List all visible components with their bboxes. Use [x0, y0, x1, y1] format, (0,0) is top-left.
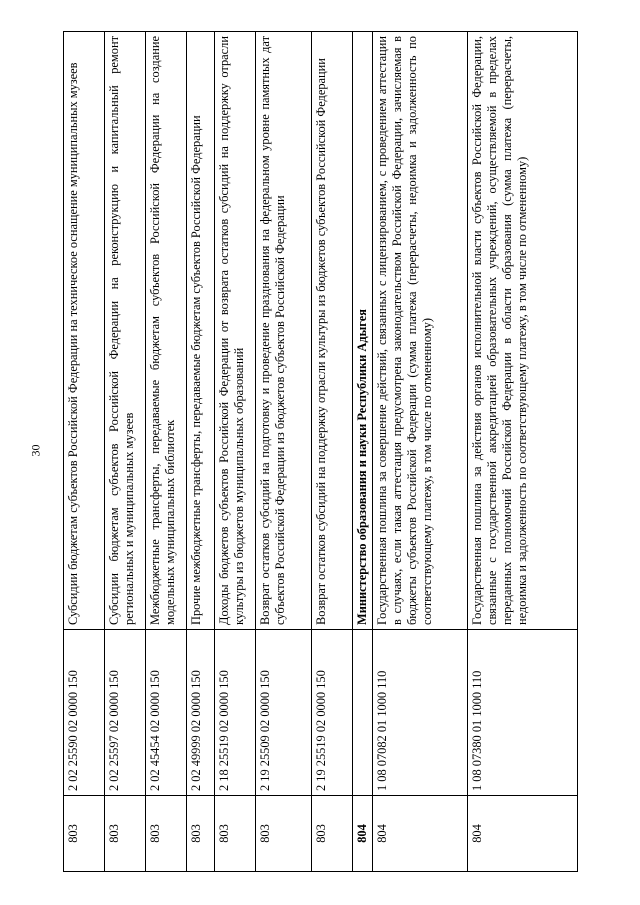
budget-code-cell: 2 02 45454 02 0000 150: [146, 630, 187, 796]
admin-code-cell: 803: [146, 796, 187, 872]
budget-code-cell: 2 19 25509 02 0000 150: [256, 630, 312, 796]
income-name-cell: Субсидии бюджетам субъектов Российской Федерации на реконструкцию и капитальный ремонт региональных и муниципальных музеев: [105, 32, 146, 630]
admin-code-cell: 804: [353, 796, 373, 872]
budget-code-cell: [353, 630, 373, 796]
income-name-cell: Доходы бюджетов субъектов Российской Федерации от возврата остатков субсидий на поддержку отрасли культуры из бюджетов муниципальных образований: [215, 32, 256, 630]
ministry-name-cell: Министерство образования и науки Республики Адыгея: [353, 32, 373, 630]
table-row: [372, 32, 467, 872]
admin-code-cell: 803: [105, 796, 146, 872]
budget-code-cell: 2 19 25519 02 0000 150: [312, 630, 353, 796]
income-name-cell: Прочие межбюджетные трансферты, передаваемые бюджетам субъектов Российской Федерации: [187, 32, 215, 630]
admin-code-cell: 803: [187, 796, 215, 872]
table-row: [215, 32, 256, 872]
admin-code-cell: 803: [312, 796, 353, 872]
page-number: 30: [28, 444, 43, 457]
budget-code-cell: 1 08 07380 01 1000 110: [467, 630, 577, 796]
budget-code-cell: 2 02 25590 02 0000 150: [64, 630, 105, 796]
budget-code-cell: 1 08 07082 01 1000 110: [372, 630, 467, 796]
budget-code-cell: 2 18 25519 02 0000 150: [215, 630, 256, 796]
income-name-cell: Межбюджетные трансферты, передаваемые бюджетам субъектов Российской Федерации на создание модельных муниципальных библиотек: [146, 32, 187, 630]
income-name-cell: Возврат остатков субсидий на подготовку и проведение празднования на федеральном уровне памятных дат субъектов Российской Федерации из бюджетов субъектов Российской Федерации: [256, 32, 312, 630]
admin-code-cell: 803: [64, 796, 105, 872]
income-name-cell: Субсидии бюджетам субъектов Российской Федерации на техническое оснащение муниципальных музеев: [64, 32, 105, 630]
table-row: [256, 32, 312, 872]
table-row: [312, 32, 353, 872]
admin-code-cell: 804: [372, 796, 467, 872]
section-header-row: [353, 32, 373, 872]
budget-code-cell: 2 02 25597 02 0000 150: [105, 630, 146, 796]
table-row: [64, 32, 105, 872]
admin-code-cell: 803: [215, 796, 256, 872]
admin-code-cell: 803: [256, 796, 312, 872]
table-row: [105, 32, 146, 872]
income-name-cell: Государственная пошлина за совершение действий, связанных с лицензированием, с проведением аттестации в случаях, если такая аттестация предусмотрена законодательством Российской Федерации, зачисляемая в бюджеты субъектов Российской Федерации (сумма платежа (перерасчеты, недоимка и задолженность по соответствующему платежу, в том числе по отмененному): [372, 32, 467, 630]
income-name-cell: Государственная пошлина за действия органов исполнительной власти субъектов Российской Федерации, связанные с государственной аккредитацией образовательных учреждений, осуществляемой в пределах переданных полномочий Российской Федерации в области образования (сумма платежа (перерасчеты, недоимка и задолженность по соответствующему платежу, в том числе по отмененному): [467, 32, 577, 630]
table-row: [146, 32, 187, 872]
income-name-cell: Возврат остатков субсидий на поддержку отрасли культуры из бюджетов субъектов Российской Федерации: [312, 32, 353, 630]
table-row: [187, 32, 215, 872]
rotated-table-wrapper: [63, 32, 575, 872]
budget-code-cell: 2 02 49999 02 0000 150: [187, 630, 215, 796]
admin-code-cell: 804: [467, 796, 577, 872]
income-codes-table: [63, 31, 578, 872]
table-row: [467, 32, 577, 872]
